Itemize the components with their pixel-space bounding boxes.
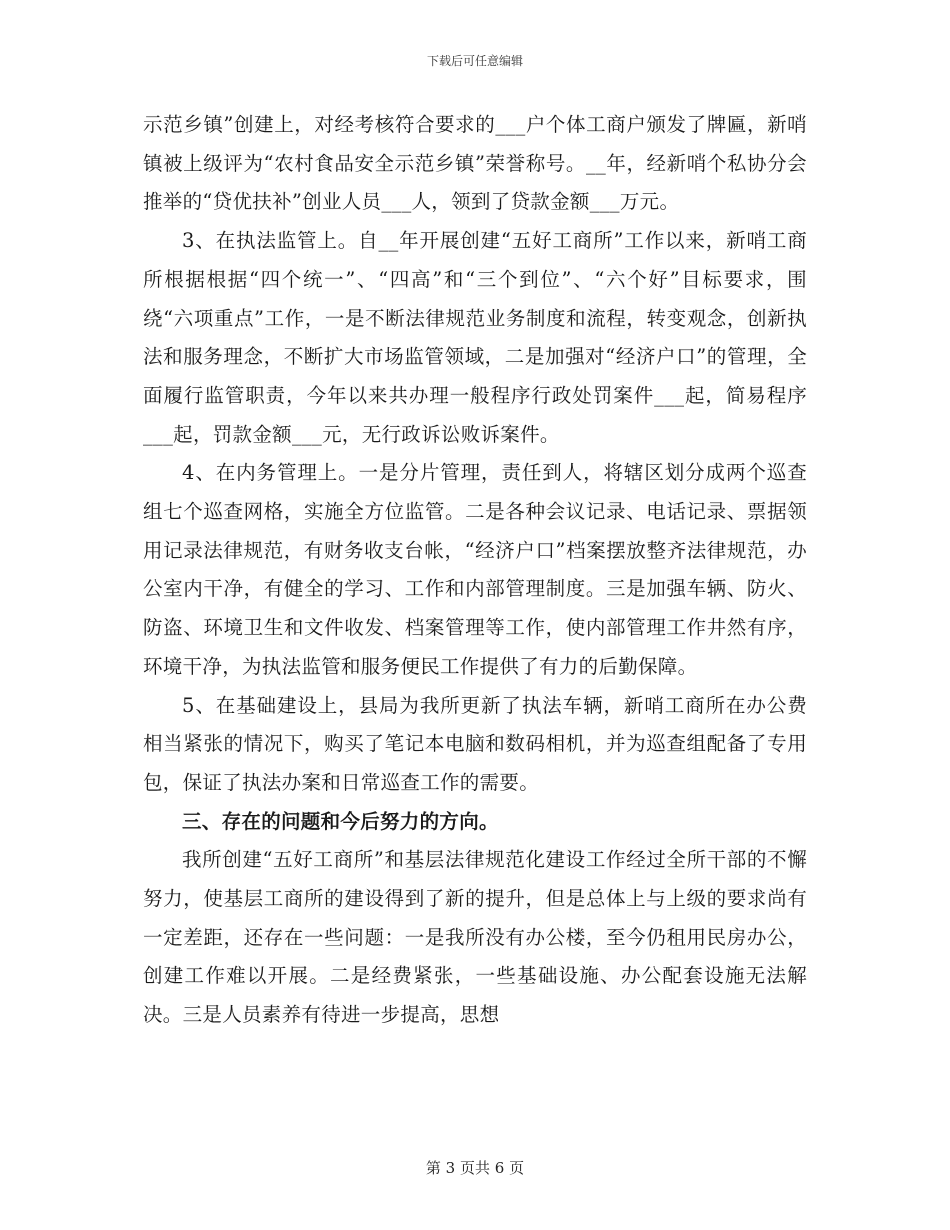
paragraph-continuation: 示范乡镇”创建上，对经考核符合要求的___户个体工商户颁发了牌匾，新哨镇被上级评为“农村食品安全示范乡镇”荣誉称号。__年，经新哨个私协分会推举的“贷优扶补”创业人员___人，领到了贷款金额___万元。 — [143, 113, 807, 214]
paragraph-problems: 我所创建“五好工商所”和基层法律规范化建设工作经过全所干部的不懈努力，使基层工商所的建设得到了新的提升，但是总体上与上级的要求尚有一定差距，还存在一些问题：一是我所没有办公楼，至今仍租用民房办公，创建工作难以开展。二是经费紧张，一些基础设施、办公配套设施无法解决。三是人员素养有待进一步提高，思想 — [143, 848, 807, 1027]
section-heading-problems: 三、存在的问题和今后努力的方向。 — [182, 809, 499, 833]
page-footer: 第 3 页共 6 页 — [425, 1159, 525, 1177]
page-header: 下载后可任意编辑 — [426, 54, 523, 68]
paragraph-law-enforcement: 3、在执法监管上。自__年开展创建“五好工商所”工作以来，新哨工商所根据根据“四个统一”、“四高”和“三个到位”、“六个好”目标要求，围绕“六项重点”工作，一是不断法律规范业务制度和流程，转变观念，创新执法和服务理念，不断扩大市场监管领域，二是加强对“经济户口”的管理，全面履行监管职责，今年以来共办理一般程序行政处罚案件___起，简易程序___起，罚款金额___元，无行政诉讼败诉案件。 — [143, 229, 807, 446]
paragraph-internal-management: 4、在内务管理上。一是分片管理，责任到人，将辖区划分成两个巡查组七个巡查网格，实施全方位监管。二是各种会议记录、电话记录、票据领用记录法律规范，有财务收支台帐，“经济户口”档案摆放整齐法律规范，办公室内干净，有健全的学习、工作和内部管理制度。三是加强车辆、防火、防盗、环境卫生和文件收发、档案管理等工作，使内部管理工作井然有序，环境干净，为执法监管和服务便民工作提供了有力的后勤保障。 — [143, 461, 807, 678]
paragraph-infrastructure: 5、在基础建设上，县局为我所更新了执法车辆，新哨工商所在办公费相当紧张的情况下，购买了笔记本电脑和数码相机，并为巡查组配备了专用包，保证了执法办案和日常巡查工作的需要。 — [143, 693, 807, 794]
document-body — [143, 106, 807, 1035]
